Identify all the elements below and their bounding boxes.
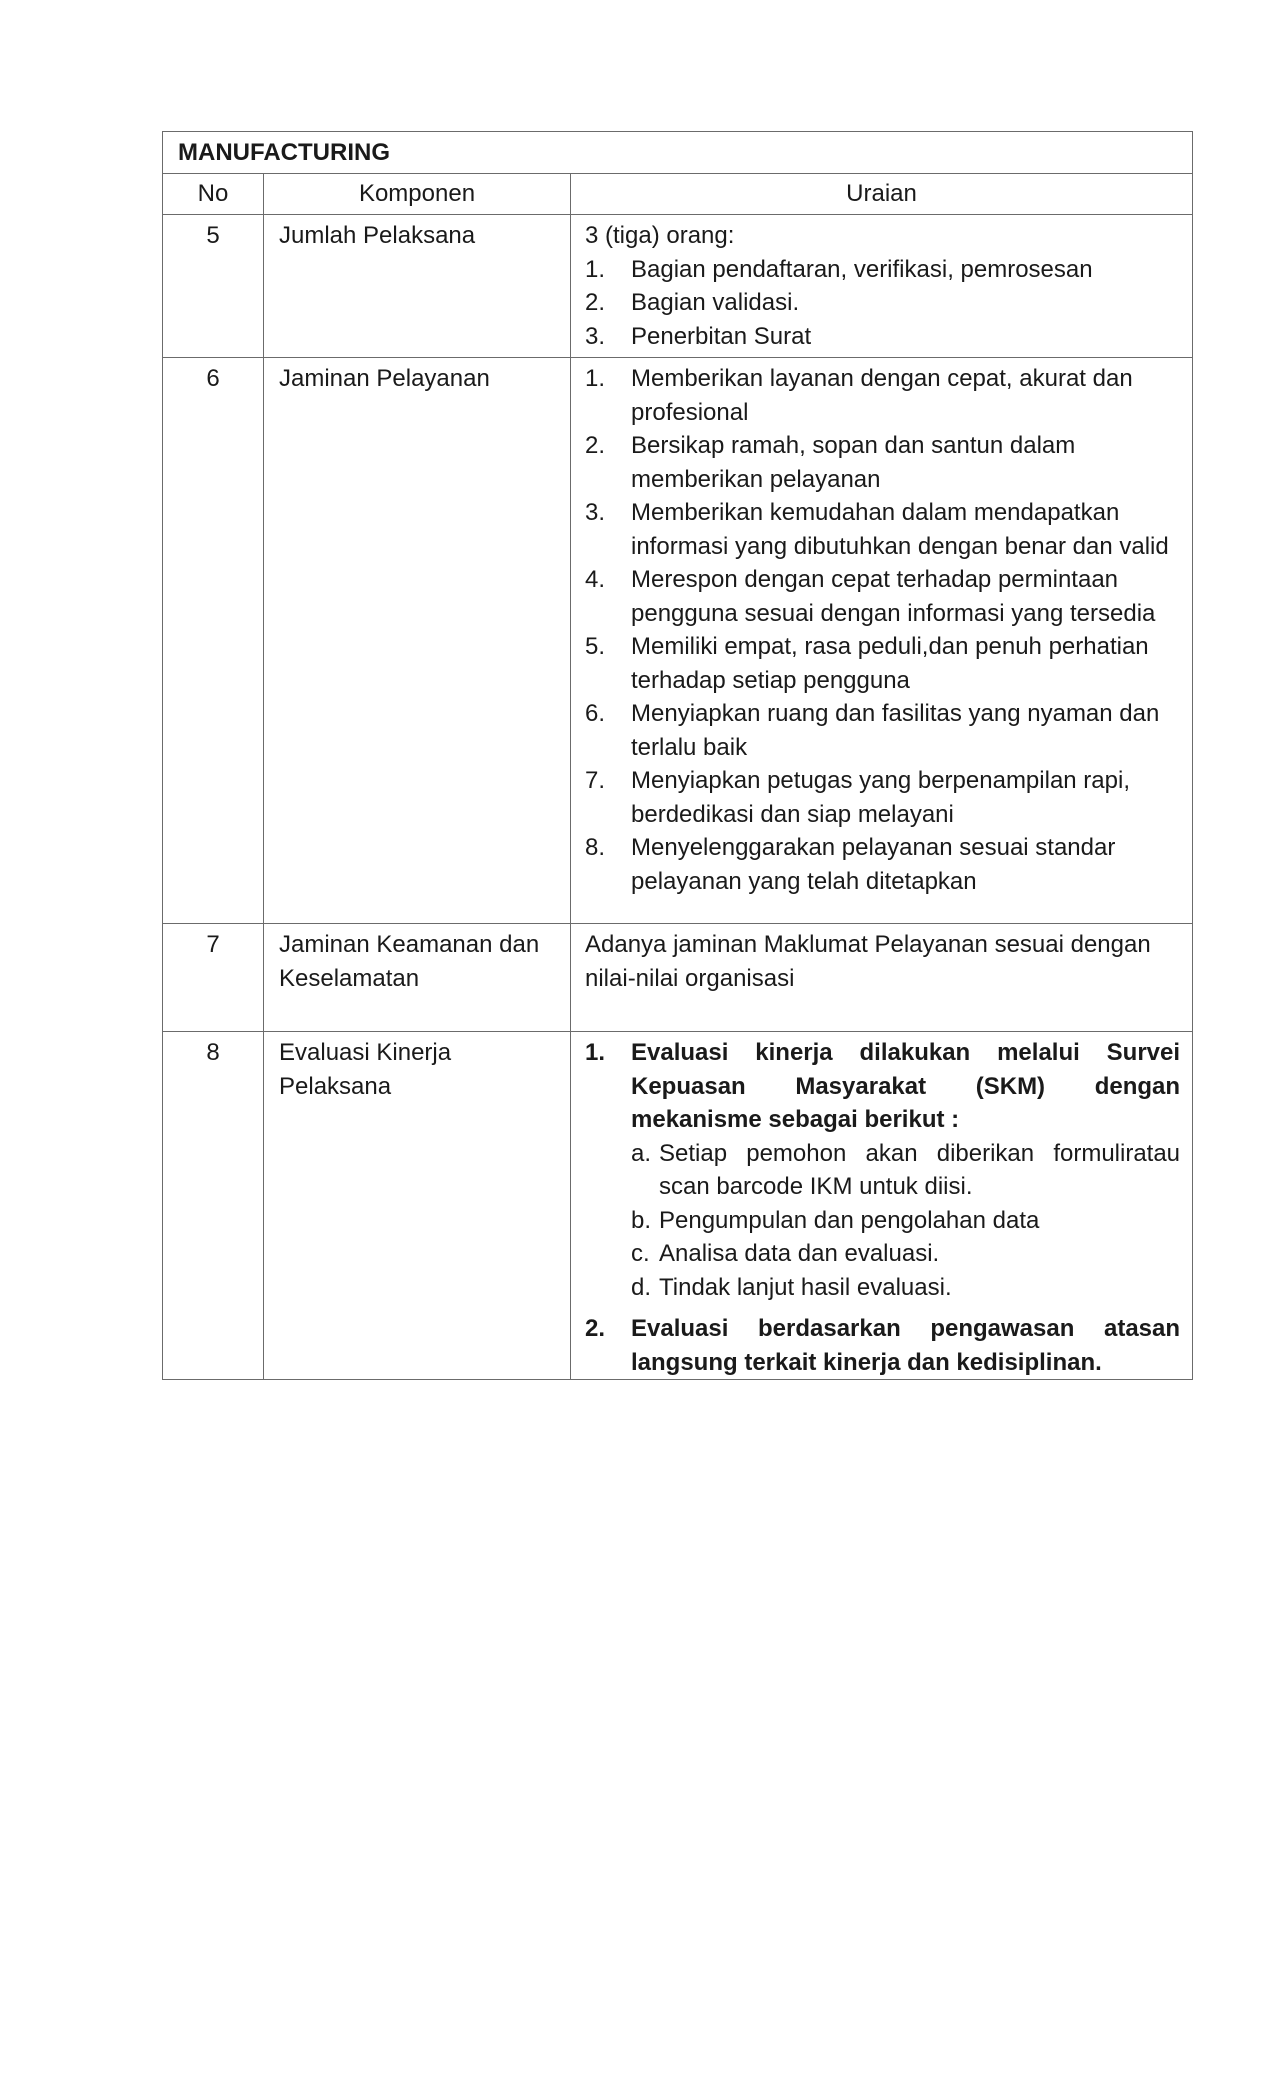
list-item-text: Menyiapkan petugas yang berpenampilan rapi, berdedikasi dan siap melayani — [631, 767, 1130, 828]
row-komponen: Jaminan Pelayanan — [264, 358, 571, 924]
list-item-text: Penerbitan Surat — [631, 322, 812, 350]
list-item — [585, 320, 1192, 354]
sub-list-item — [631, 1204, 1180, 1238]
list-item-text: Memberikan layanan dengan cepat, akurat dan profesional — [631, 365, 1133, 426]
table-row — [163, 358, 1193, 924]
table-row — [163, 215, 1193, 358]
list-item-number: 3. — [585, 322, 606, 350]
list-item-text: Memiliki empat, rasa peduli,dan penuh perhatian terhadap setiap pengguna — [631, 633, 1149, 694]
row-uraian: Adanya jaminan Maklumat Pelayanan sesuai dengan nilai-nilai organisasi — [571, 924, 1193, 1032]
list-item-text: Bersikap ramah, sopan dan santun dalam memberikan pelayanan — [631, 432, 1076, 493]
list-item-text: Evaluasi berdasarkan pengawasan atasan langsung terkait kinerja dan kedisiplinan. — [631, 1315, 1181, 1376]
sub-item-letter: c. — [631, 1240, 650, 1267]
sub-item-letter: d. — [631, 1273, 652, 1301]
header-komponen: Komponen — [264, 174, 571, 215]
uraian-intro: 3 (tiga) orang: — [585, 222, 735, 249]
list-item — [585, 764, 1192, 831]
row-uraian — [571, 215, 1193, 358]
list-item-text: Menyelenggarakan pelayanan sesuai standar pelayanan yang telah ditetapkan — [631, 834, 1116, 895]
sub-item-text: Pengumpulan dan pengolahan data — [659, 1206, 1040, 1234]
list-item — [585, 831, 1192, 898]
row-komponen: Jaminan Keamanan dan Keselamatan — [264, 924, 571, 1032]
list-item-number: 3. — [585, 499, 606, 526]
row-uraian — [571, 358, 1193, 924]
list-item — [585, 563, 1192, 630]
list-item-number: 1. — [585, 255, 606, 283]
list-item-number: 2. — [585, 289, 606, 316]
list-item-number: 1. — [585, 1039, 606, 1066]
list-item — [585, 697, 1192, 764]
sub-item-text: Tindak lanjut hasil evaluasi. — [659, 1273, 952, 1301]
list-item-text: Evaluasi kinerja dilakukan melalui Survei Kepuasan Masyarakat (SKM) dengan mekanisme sebagai berikut : — [631, 1039, 1181, 1133]
row-uraian — [571, 1032, 1193, 1380]
list-item — [585, 362, 1192, 429]
uraian-list — [585, 253, 1192, 354]
list-item-number: 6. — [585, 700, 606, 727]
list-item-text: Memberikan kemudahan dalam mendapatkan informasi yang dibutuhkan dengan benar dan valid — [631, 499, 1169, 560]
header-no: No — [163, 174, 264, 215]
uraian-list — [585, 362, 1192, 898]
list-item — [585, 496, 1192, 563]
sub-item-letter: a. — [631, 1139, 652, 1167]
row-komponen: Evaluasi Kinerja Pelaksana — [264, 1032, 571, 1380]
list-item-number: 2. — [585, 432, 606, 459]
table-title-row — [163, 132, 1193, 174]
list-item — [585, 429, 1192, 496]
list-item-number: 8. — [585, 834, 606, 861]
sub-list-item — [631, 1237, 1180, 1271]
table-header-row — [163, 174, 1193, 215]
list-item-text: Merespon dengan cepat terhadap permintaan pengguna sesuai dengan informasi yang tersedia — [631, 566, 1156, 627]
row-number: 5 — [163, 215, 264, 358]
header-uraian: Uraian — [571, 174, 1193, 215]
list-item-number: 7. — [585, 767, 606, 794]
table-row — [163, 924, 1193, 1032]
list-item-text: Bagian pendaftaran, verifikasi, pemrosesan — [631, 255, 1093, 283]
list-item — [585, 1312, 1180, 1379]
sub-list-item — [631, 1271, 1180, 1305]
list-item-number: 2. — [585, 1315, 606, 1342]
list-item-text: Menyiapkan ruang dan fasilitas yang nyaman dan terlalu baik — [631, 700, 1160, 761]
list-item — [585, 286, 1192, 320]
sub-item-letter: b. — [631, 1206, 652, 1234]
list-item-text: Bagian validasi. — [631, 289, 800, 316]
sub-item-text: Setiap pemohon akan diberikan formuliratau scan barcode IKM untuk diisi. — [659, 1139, 1181, 1200]
row-komponen: Jumlah Pelaksana — [264, 215, 571, 358]
table-title: MANUFACTURING — [163, 132, 1193, 174]
sub-list-item — [631, 1137, 1180, 1204]
sub-list — [631, 1137, 1180, 1305]
row-number: 8 — [163, 1032, 264, 1380]
list-item — [585, 253, 1192, 287]
list-item-number: 1. — [585, 365, 606, 392]
row-number: 6 — [163, 358, 264, 924]
table-row — [163, 1032, 1193, 1380]
list-item — [585, 630, 1192, 697]
list-item-number: 5. — [585, 633, 606, 660]
service-standard-table — [162, 131, 1193, 1380]
document-page — [162, 131, 1192, 1380]
uraian-list — [585, 1036, 1180, 1379]
list-item — [585, 1036, 1180, 1304]
sub-item-text: Analisa data dan evaluasi. — [659, 1240, 940, 1267]
row-number: 7 — [163, 924, 264, 1032]
list-item-number: 4. — [585, 566, 606, 593]
